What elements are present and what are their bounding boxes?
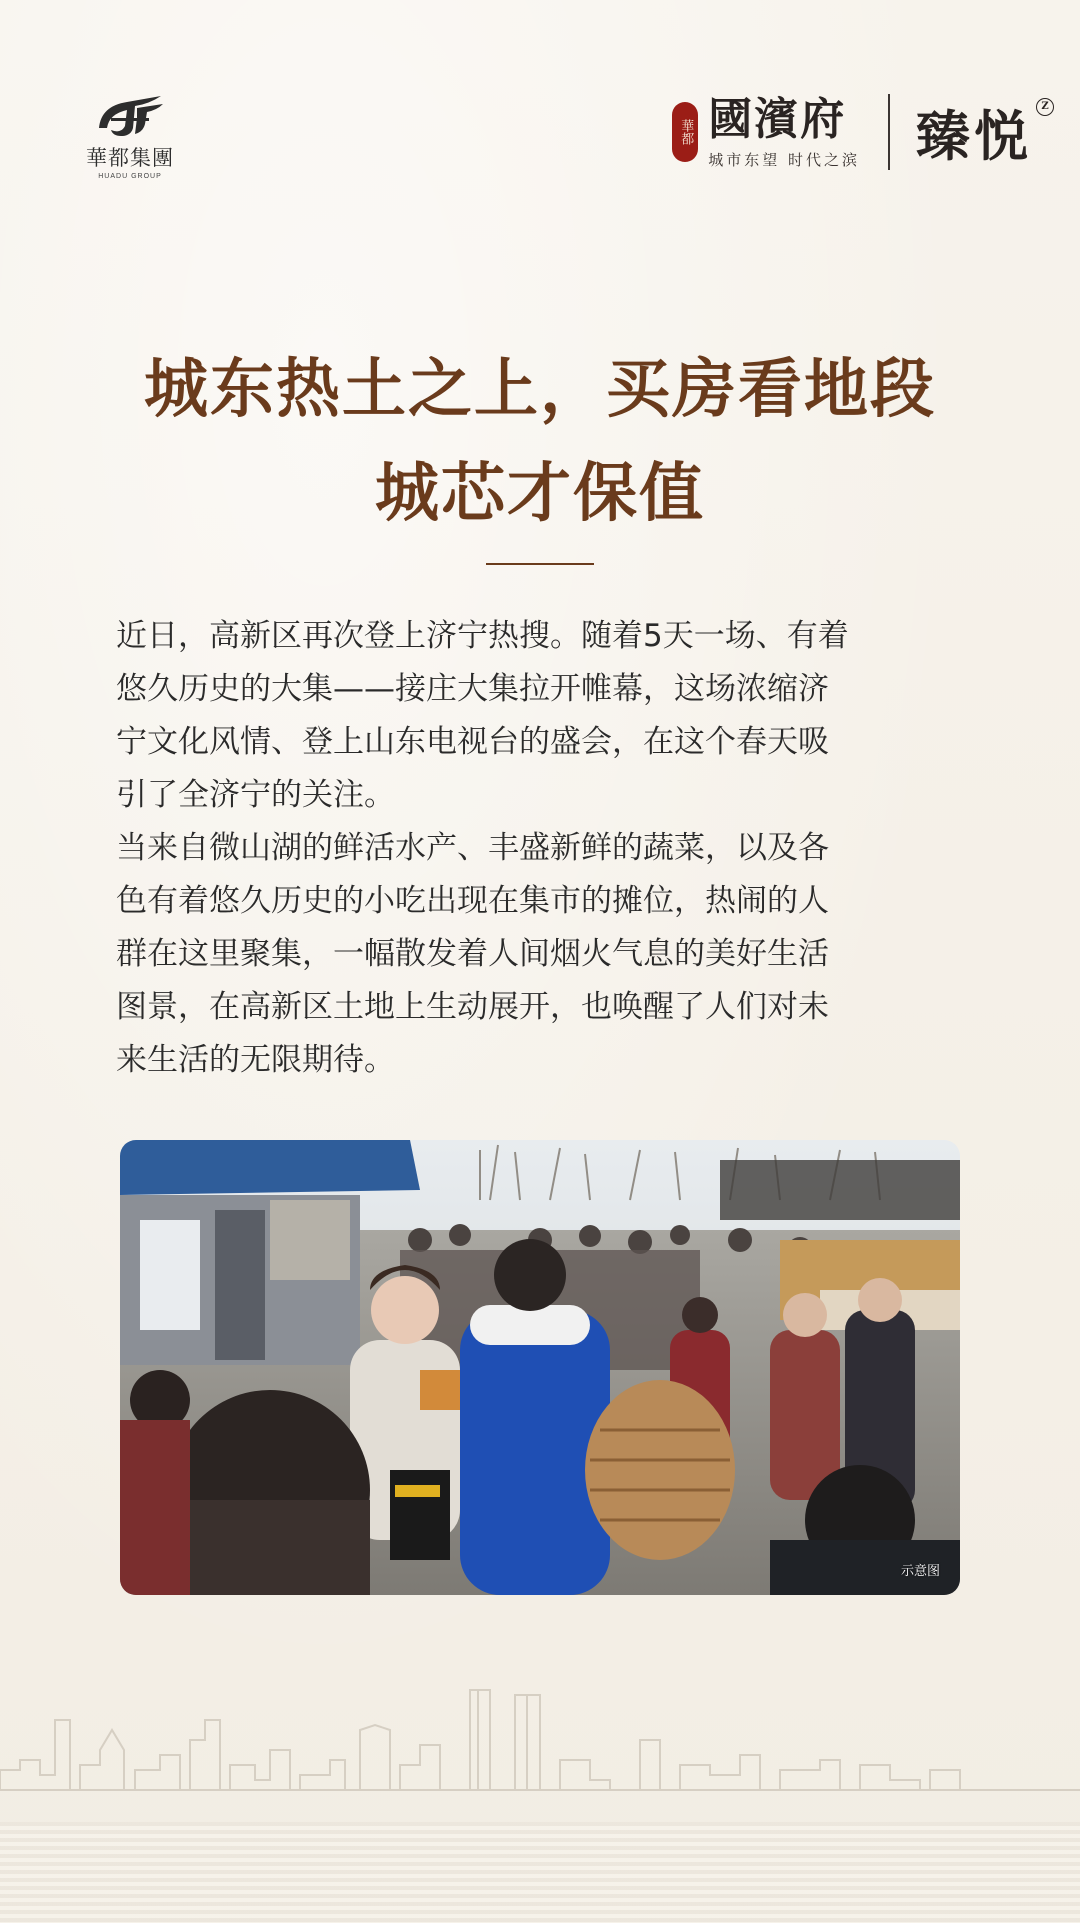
seal-text: 華都 — [678, 119, 694, 145]
group-name: 華都集團 — [86, 146, 174, 170]
market-photo — [120, 1140, 960, 1595]
paragraph-2 — [116, 822, 972, 1087]
article-body — [116, 610, 972, 1087]
city-skyline-icon — [0, 1670, 1080, 1800]
text-line: 群在这里聚集，一幅散发着人间烟火气息的美好生活 — [116, 936, 829, 972]
text-line: 悠久历史的大集——接庄大集拉开帷幕，这场浓缩济 — [116, 671, 829, 707]
title-divider — [486, 563, 594, 565]
headline-line-2: 城芯才保值 — [375, 456, 705, 531]
text-line: 近日，高新区再次登上济宁热搜。随着5天一场、有着 — [116, 618, 849, 654]
headline-line-1: 城东热土之上，买房看地段 — [144, 352, 936, 427]
text-line: 引了全济宁的关注。 — [116, 777, 395, 813]
project-title-block — [708, 95, 860, 170]
photo-caption: 示意图 — [900, 1564, 940, 1579]
group-name-en: HUADU GROUP — [98, 173, 162, 180]
project-slogan: 城市东望 时代之滨 — [708, 150, 860, 169]
registered-mark: Z — [1036, 98, 1054, 116]
group-logo — [70, 88, 190, 178]
sub-brand-name: 臻悦 — [916, 103, 1032, 168]
project-name: 國濱府 — [708, 93, 847, 145]
huadu-seal — [672, 102, 698, 162]
text-line: 图景，在高新区土地上生动展开，也唤醒了人们对未 — [116, 989, 829, 1025]
text-line: 来生活的无限期待。 — [116, 1042, 395, 1078]
text-line: 色有着悠久历史的小吃出现在集市的摊位，热闹的人 — [116, 883, 829, 919]
brand-divider — [888, 94, 890, 170]
project-brand — [672, 92, 1049, 172]
paragraph-1 — [116, 610, 972, 822]
text-line: 宁文化风情、登上山东电视台的盛会，在这个春天吸 — [116, 724, 829, 760]
sub-brand — [916, 94, 1049, 171]
market-crowd-photo-icon — [120, 1140, 960, 1595]
text-line: 当来自微山湖的鲜活水产、丰盛新鲜的蔬菜，以及各 — [116, 830, 829, 866]
huadu-logo-icon — [91, 88, 169, 140]
bottom-stripes — [0, 1822, 1080, 1923]
